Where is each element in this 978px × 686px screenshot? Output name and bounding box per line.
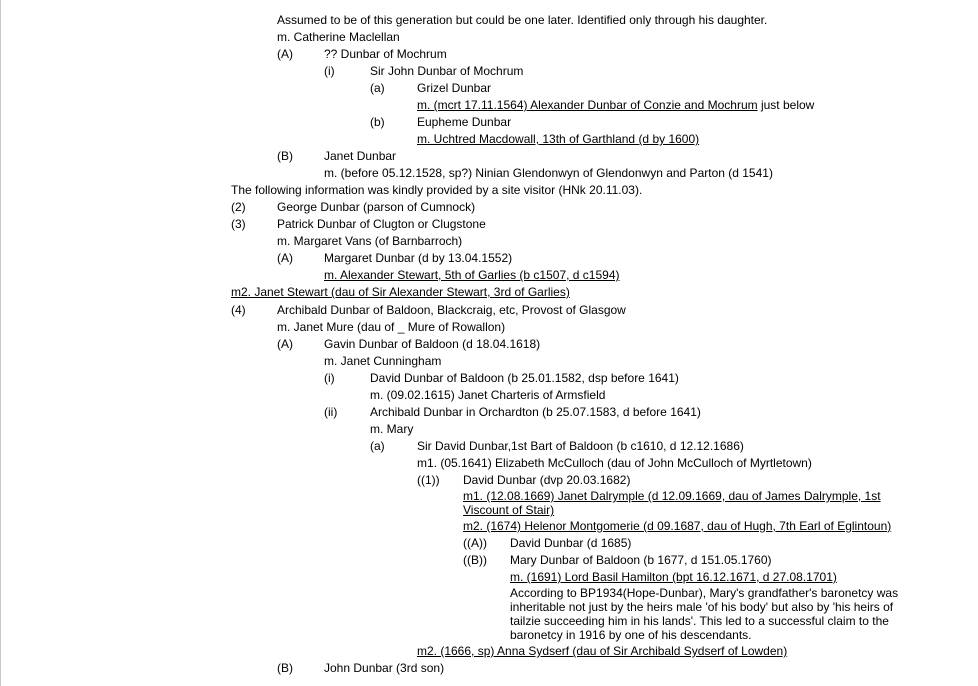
marriage-janet-charteris: m. (09.02.1615) Janet Charteris of Armsfield [370, 388, 606, 402]
marriage-mary: m. Mary [370, 422, 414, 436]
person-archibald-dunbar-baldoon: Archibald Dunbar of Baldoon, Blackcraig, etc, Provost of Glasgow [277, 303, 626, 317]
marriage-janet-cunningham: m. Janet Cunningham [324, 354, 442, 368]
label-i: (i) [324, 64, 335, 78]
label-a: (a) [370, 81, 385, 95]
marriage-margaret-vans: m. Margaret Vans (of Barnbarroch) [277, 234, 463, 248]
label-i-2: (i) [324, 371, 335, 385]
person-sir-david-dunbar-1st-bart: Sir David Dunbar,1st Bart of Baldoon (b c1610, d 12.12.1686) [417, 439, 744, 453]
label-AA: ((A)) [463, 536, 487, 550]
person-mary-dunbar-baldoon: Mary Dunbar of Baldoon (b 1677, d 151.05.1760) [510, 553, 772, 567]
page-left-border [0, 0, 1, 686]
link-janet-dalrymple[interactable]: m1. (12.08.1669) Janet Dalrymple (d 12.09.1669, dau of James Dalrymple, 1st Viscount of Stair) [463, 489, 881, 517]
marriage-grizel [417, 98, 814, 112]
person-john-dunbar: John Dunbar (3rd son) [324, 661, 445, 675]
person-dunbar-of-mochrum: ?? Dunbar of Mochrum [324, 47, 447, 61]
marriage-ninian-glendonwyn: m. (before 05.12.1528, sp?) Ninian Glendonwyn of Glendonwyn and Parton (d 1541) [324, 166, 773, 180]
person-sir-john-dunbar: Sir John Dunbar of Mochrum [370, 64, 524, 78]
person-david-dunbar-dvp: David Dunbar (dvp 20.03.1682) [463, 473, 631, 487]
label-b: (b) [370, 115, 385, 129]
label-A: (A) [277, 47, 293, 61]
note-baronetcy: According to BP1934(Hope-Dunbar), Mary's grandfather's baronetcy was inheritable not just by the heirs male 'of his body' but also by 'his heirs of tailzie succeeding him in his lands'. This led to a successful claim to the baronetcy in 1916 by one of his descendants. [510, 586, 899, 642]
note-assumed-generation: Assumed to be of this generation but could be one later. Identified only through his daughter. [277, 13, 768, 27]
label-4: (4) [231, 303, 246, 317]
label-1: ((1)) [417, 473, 440, 487]
label-ii: (ii) [324, 405, 338, 419]
marriage-elizabeth-mcculloch: m1. (05.1641) Elizabeth McCulloch (dau of John McCulloch of Myrtletown) [417, 456, 812, 470]
label-2: (2) [231, 200, 246, 214]
person-archibald-dunbar-orchardton: Archibald Dunbar in Orchardton (b 25.07.1583, d before 1641) [370, 405, 701, 419]
link-janet-stewart[interactable]: m2. Janet Stewart (dau of Sir Alexander Stewart, 3rd of Garlies) [231, 285, 570, 299]
person-david-dunbar-1685: David Dunbar (d 1685) [510, 536, 632, 550]
label-BB: ((B)) [463, 553, 487, 567]
note-site-visitor: The following information was kindly provided by a site visitor (HNk 20.11.03). [231, 183, 643, 197]
person-margaret-dunbar: Margaret Dunbar (d by 13.04.1552) [324, 251, 513, 265]
link-uchtred-macdowall[interactable]: m. Uchtred Macdowall, 13th of Garthland (d by 1600) [417, 132, 700, 146]
link-anna-sydserf[interactable]: m2. (1666, sp) Anna Sydserf (dau of Sir Archibald Sydserf of Lowden) [417, 644, 788, 658]
link-lord-basil-hamilton[interactable]: m. (1691) Lord Basil Hamilton (bpt 16.12.1671, d 27.08.1701) [510, 570, 837, 584]
person-david-dunbar-baldoon: David Dunbar of Baldoon (b 25.01.1582, dsp before 1641) [370, 371, 679, 385]
label-3: (3) [231, 217, 246, 231]
person-janet-dunbar: Janet Dunbar [324, 149, 397, 163]
marriage-catherine-maclellan: m. Catherine Maclellan [277, 30, 400, 44]
person-patrick-dunbar: Patrick Dunbar of Clugton or Clugstone [277, 217, 486, 231]
person-grizel-dunbar: Grizel Dunbar [417, 81, 492, 95]
label-A-3: (A) [277, 337, 293, 351]
label-B-2: (B) [277, 661, 293, 675]
link-alexander-dunbar-conzie[interactable]: m. (mcrt 17.11.1564) Alexander Dunbar of Conzie and Mochrum [417, 98, 758, 112]
link-alexander-stewart-5th[interactable]: m. Alexander Stewart, 5th of Garlies (b c1507, d c1594) [324, 268, 620, 282]
note-just-below: just below [760, 98, 815, 112]
person-eupheme-dunbar: Eupheme Dunbar [417, 115, 512, 129]
label-a-2: (a) [370, 439, 385, 453]
person-gavin-dunbar: Gavin Dunbar of Baldoon (d 18.04.1618) [324, 337, 541, 351]
label-B: (B) [277, 149, 293, 163]
label-A-2: (A) [277, 251, 293, 265]
marriage-janet-mure: m. Janet Mure (dau of _ Mure of Rowallon) [277, 320, 506, 334]
link-helenor-montgomerie[interactable]: m2. (1674) Helenor Montgomerie (d 09.1687, dau of Hugh, 7th Earl of Eglintoun) [463, 519, 892, 533]
person-george-dunbar: George Dunbar (parson of Cumnock) [277, 200, 476, 214]
